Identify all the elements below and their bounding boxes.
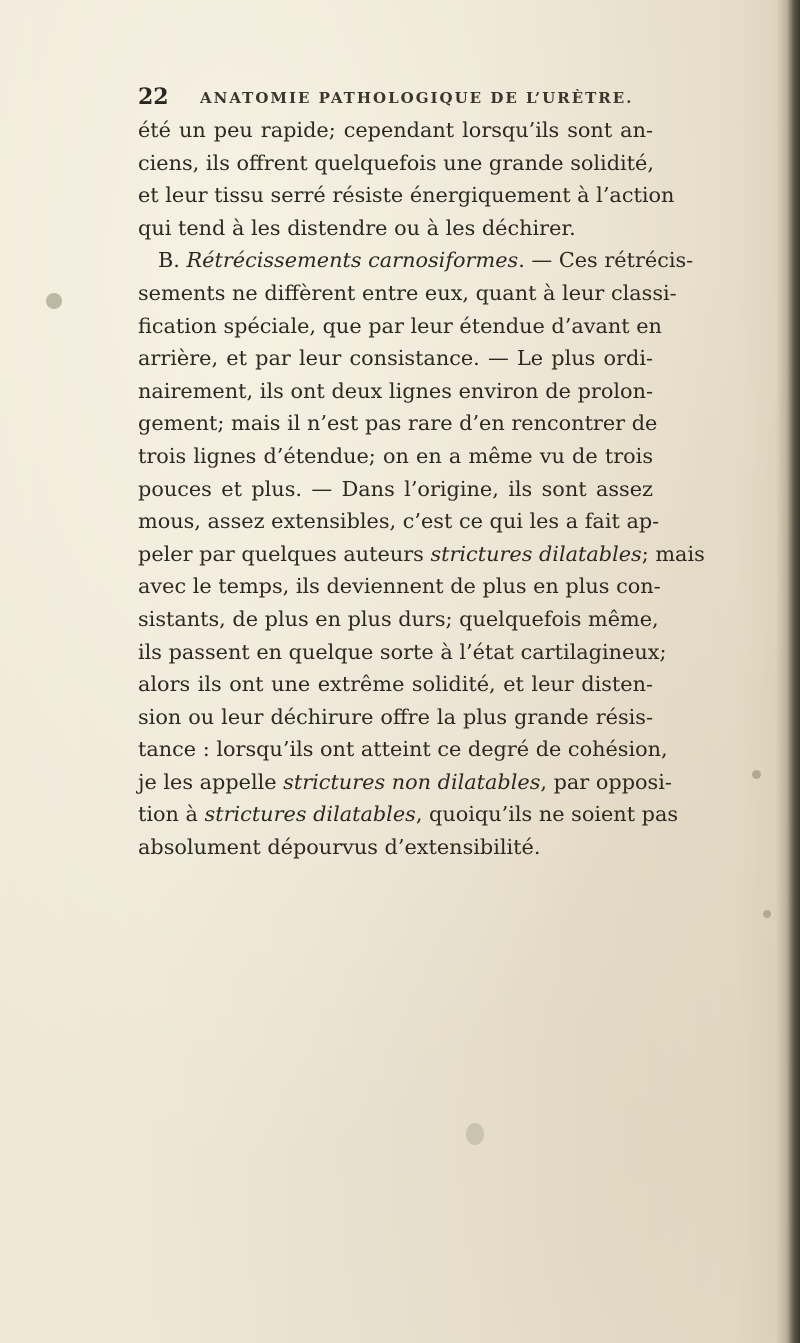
text-line	[138, 440, 653, 473]
italic-text: strictures non dilatables	[283, 769, 541, 794]
body-text	[138, 114, 705, 864]
text-run: sements ne diffèrent entre eux, quant à leur classi-	[138, 280, 677, 305]
text-line	[138, 407, 658, 440]
text-line	[138, 473, 653, 506]
italic-text: strictures dilatables	[204, 802, 416, 827]
text-line	[138, 636, 667, 669]
text-run: ciens, ils offrent quelquefois une grande solidité,	[138, 150, 654, 175]
text-line	[138, 114, 653, 147]
text-line	[138, 375, 653, 408]
text-run: je les appelle	[138, 769, 284, 794]
text-line	[138, 147, 653, 180]
text-line	[138, 505, 660, 538]
text-run: . — Ces rétrécis-	[518, 248, 694, 273]
text-line	[138, 570, 661, 603]
text-run: et leur tissu serré résiste énergiquement à l’action	[138, 183, 675, 208]
italic-text: strictures dilatables	[430, 541, 642, 566]
text-line	[138, 733, 668, 766]
text-run: , par opposi-	[540, 769, 672, 794]
text-line	[138, 179, 675, 212]
text-run: été un peu rapide; cependant lorsqu’ils sont an-	[138, 118, 653, 142]
text-run: nairement, ils ont deux lignes environ de prolon-	[138, 378, 653, 403]
text-run: arrière, et par leur consistance. — Le plus ordi-	[138, 346, 653, 371]
text-run: qui tend à les distendre ou à les déchirer.	[138, 215, 576, 240]
text-line	[138, 603, 659, 636]
paper-stain	[466, 1123, 484, 1145]
text-line	[138, 342, 653, 375]
text-line	[138, 244, 694, 277]
text-line	[138, 538, 705, 571]
paper-stain	[752, 770, 761, 779]
text-run: ils passent en quelque sorte à l’état cartilagineux;	[138, 639, 667, 664]
text-run: sion ou leur déchirure offre la plus grande résis-	[138, 704, 653, 729]
text-line	[138, 798, 679, 831]
text-run: pouces et plus. — Dans l’origine, ils sont assez	[138, 476, 653, 501]
text-run: B.	[158, 248, 187, 273]
text-run: sistants, de plus en plus durs; quelquefois même,	[138, 606, 659, 631]
text-run: absolument dépourvus d’extensibilité.	[138, 835, 541, 860]
text-run: , quoiqu’ils ne soient pas	[415, 802, 679, 827]
text-line	[138, 766, 672, 799]
text-line	[138, 212, 653, 245]
paper-stain	[46, 293, 62, 309]
text-line	[138, 668, 653, 701]
page-gutter-shadow	[776, 0, 800, 1343]
text-run: mous, assez extensibles, c’est ce qui les a fait ap-	[138, 509, 660, 534]
text-run: alors ils ont une extrême solidité, et leur disten-	[138, 672, 653, 697]
text-run: ; mais	[641, 541, 705, 566]
text-run: tance : lorsqu’ils ont atteint ce degré de cohésion,	[138, 737, 668, 762]
text-run: tion à	[138, 802, 205, 827]
italic-text: Rétrécissements carnosiformes	[186, 248, 519, 273]
text-line	[138, 277, 677, 310]
text-line	[138, 701, 653, 734]
text-line	[138, 831, 653, 864]
text-run: peler par quelques auteurs	[138, 541, 431, 566]
text-run: fication spéciale, que par leur étendue d’avant en	[138, 313, 662, 338]
text-run: avec le temps, ils deviennent de plus en plus con-	[138, 574, 661, 599]
text-run: trois lignes d’étendue; on en a même vu de trois	[138, 443, 653, 468]
running-title: ANATOMIE PATHOLOGIQUE DE L’URÈTRE.	[200, 89, 634, 107]
text-line	[138, 310, 662, 343]
page-header	[138, 84, 658, 114]
paper-stain	[763, 910, 771, 918]
page-number: 22	[138, 84, 169, 110]
text-run: gement; mais il n’est pas rare d’en rencontrer de	[138, 411, 658, 436]
